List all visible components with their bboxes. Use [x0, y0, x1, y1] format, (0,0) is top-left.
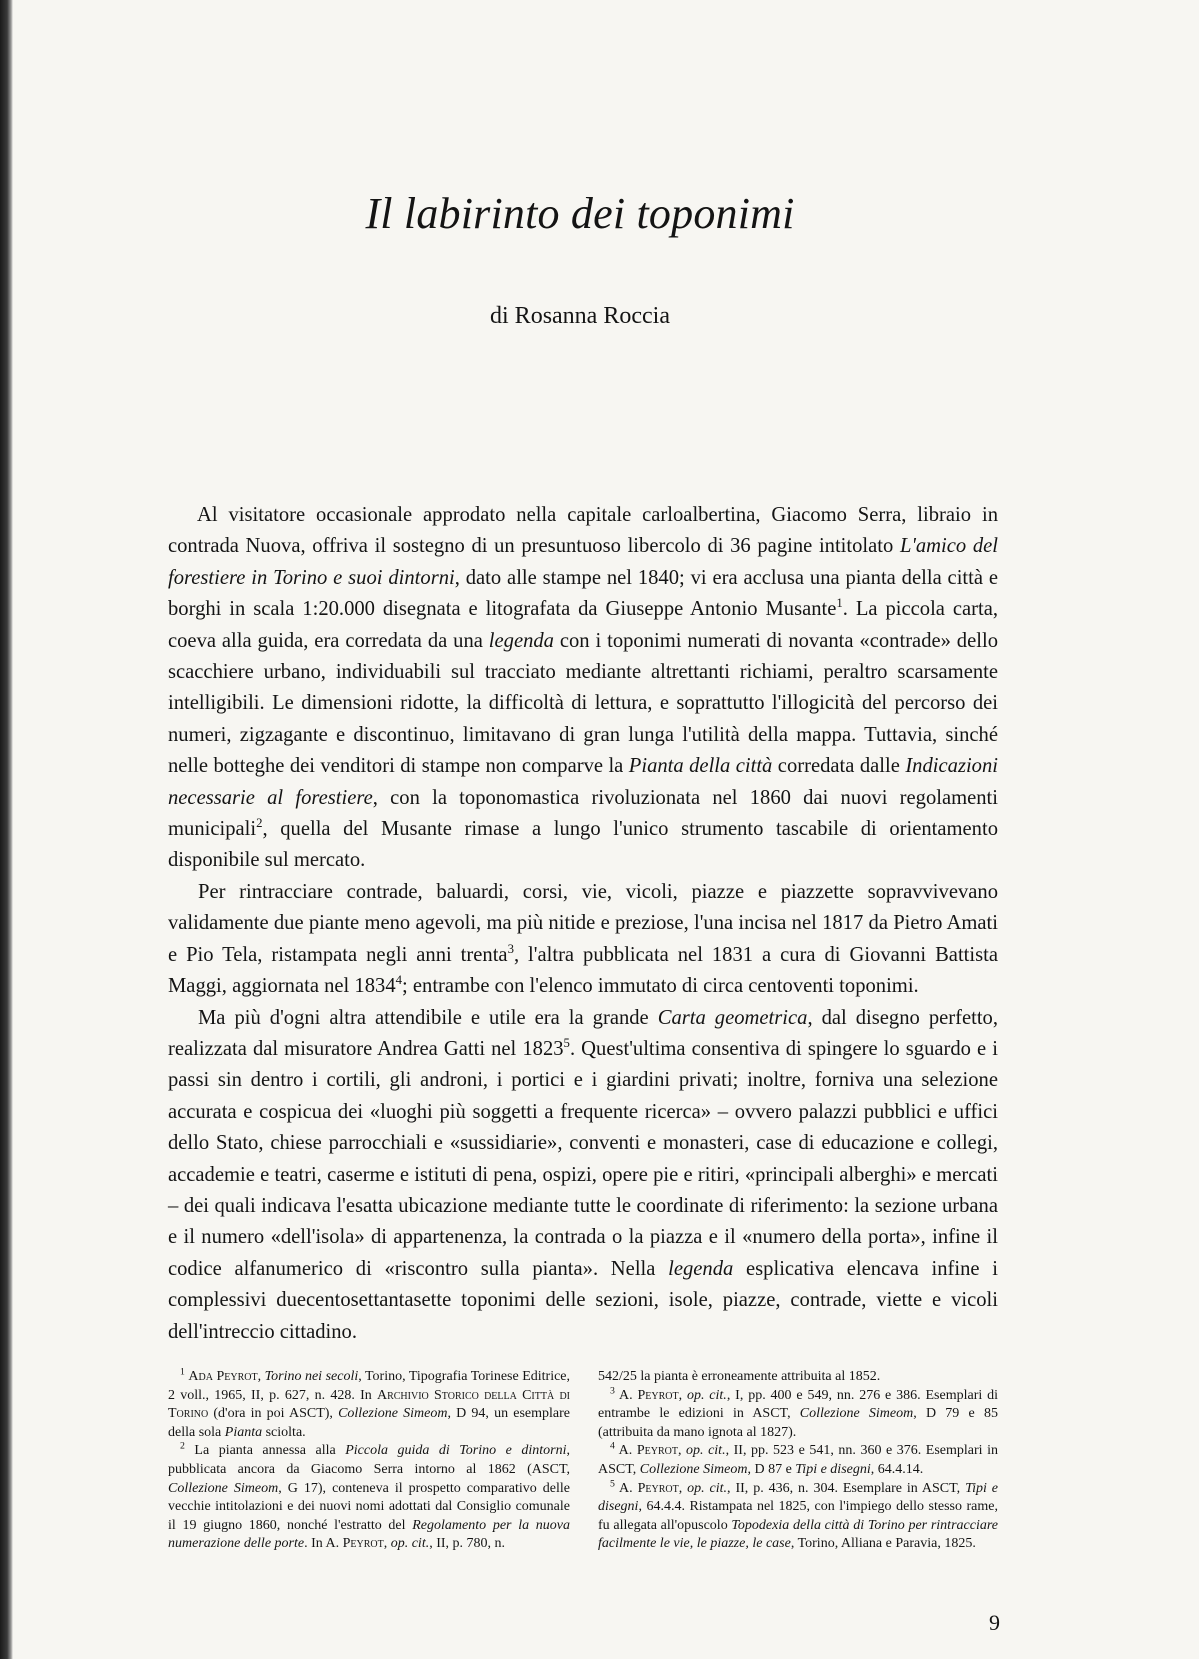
footnote-ref: 4 — [395, 973, 403, 988]
footnote-ref: 1 — [836, 596, 843, 611]
footnote: $^3$ A. Peyrot, op. cit., I, pp. 400 e 549, nn. 276 e 386. Esemplari di entrambe le edizioni in ASCT, Collezione Simeom, D 79 e 85 (attribuita da mano ignota al 1827). — [598, 1384, 998, 1440]
page-number: 9 — [989, 1610, 1000, 1635]
footnote: $^5$ A. Peyrot, op. cit., II, p. 436, n. 304. Esemplare in ASCT, Tipi e disegni, 64.4.4. Ristampata nel 1825, con l'impiego dello stesso rame, fu allegata all'opuscolo Topodexia della città di Torino per rintracciare facilmente le vie, le piazze, le case, Torino, Alliana e Paravia, 1825. — [598, 1477, 999, 1552]
footnote-ref: 2 — [256, 816, 263, 831]
body-paragraph: Al visitatore occasionale approdato nella capitale carloalbertina, Giacomo Serra, libraio in contrada Nuova, offriva il sostegno di un presuntuoso libercolo di 36 pagine intitolato L'amico del forestiere in Torino e suoi dintorni, dato alle stampe nel 1840; vi era acclusa una pianta della città e borghi in scala 1:20.000 disegnata e litografata da Giuseppe Antonio Musante$^1$. La piccola carta, coeva alla guida, era corredata da una legenda con i toponimi numerati di novanta «contrade» dello scacchiere urbano, individuabili sul tracciato mediante altrettanti richiami, peraltro scarsamente intelligibili. Le dimensioni ridotte, la difficoltà di lettura, e soprattutto l'illogicità del percorso dei numeri, zigzagante e discontinuo, limitavano di gran lunga l'utilità della mappa. Tuttavia, sinché nelle botteghe dei venditori di stampe non comparve la Pianta della città corredata dalle Indicazioni necessarie al forestiere, con la toponomastica rivoluzionata nel 1860 dai nuovi regolamenti municipali$^2$, quella del Musante rimase a lungo l'unico strumento tascabile di orientamento disponibile sul mercato. — [168, 504, 999, 872]
emphasis: Carta geometrica — [657, 1006, 808, 1029]
footnotes-left-column — [168, 1368, 570, 1554]
emphasis: legenda — [668, 1257, 734, 1280]
article-body — [168, 500, 998, 1348]
article-title: Il labirinto dei toponimi — [365, 189, 795, 238]
emphasis: Indicazioni necessarie al forestiere — [168, 755, 998, 809]
book-title: L'amico del forestiere in Torino e suoi dintorni — [168, 535, 998, 589]
footnote: $^4$ A. Peyrot, op. cit., II, pp. 523 e 541, nn. 360 e 376. Esemplari in ASCT, Collezione Simeom, D 87 e Tipi e disegni, 64.4.14. — [598, 1440, 999, 1477]
emphasis: Pianta della città — [628, 755, 773, 778]
footnote: $^1$ Ada Peyrot, Torino nei secoli, Torino, Tipografia Torinese Editrice, 2 voll., 1965, II, p. 627, n. 428. In Archivio Storico della Città di Torino (d'ora in poi ASCT), Collezione Simeom, D 94, un esemplare della sola Pianta sciolta. — [168, 1366, 571, 1440]
body-paragraph: Per rintracciare contrade, baluardi, corsi, vie, vicoli, piazze e piazzette sopravvivevano validamente due piante meno agevoli, ma più nitide e preziose, l'una incisa nel 1817 da Pietro Amati e Pio Tela, ristampata negli anni trenta$^3$, l'altra pubblicata nel 1831 a cura di Giovanni Battista Maggi, aggiornata nel 1834$^4$; entrambe con l'elenco immutato di circa centoventi toponimi. — [168, 880, 998, 998]
article-author: di Rosanna Roccia — [490, 303, 670, 329]
body-paragraph: Ma più d'ogni altra attendibile e utile era la grande Carta geometrica, dal disegno perfetto, realizzata dal misuratore Andrea Gatti nel 1823$^5$. Quest'ultima consentiva di spingere lo sguardo e i passi sin dentro i cortili, gli androni, i portici e i giardini privati; inoltre, forniva una selezione accurata e cospicua dei «luoghi più soggetti a frequente ricerca» – ovvero palazzi pubblici e uffici dello Stato, chiese parrocchiali e «sussidiarie», conventi e monasteri, case di educazione e collegi, accademie e teatri, caserme e istituti di pena, ospizi, opere pie e ritiri, «principali alberghi» e mercati – dei quali indicava l'esatta ubicazione mediante tutte le coordinate di riferimento: la sezione urbana e il numero «dell'isola» di appartenenza, la contrada o la piazza e il «numero della porta», infine il codice alfanumerico di «riscontro sulla pianta». Nella legenda esplicativa elencava infine i complessivi duecentosettantasette toponimi delle sezioni, isole, piazze, contrade, viette e vicoli dell'intreccio cittadino. — [168, 1006, 999, 1343]
footnotes-right-column — [598, 1368, 998, 1554]
footnote: $^2$ La pianta annessa alla Piccola guida di Torino e dintorni, pubblicata ancora da Giacomo Serra intorno al 1862 (ASCT, Collezione Simeom, G 17), conteneva il prospetto comparativo delle vecchie intitolazioni e dei nuovi nomi adottati dal Consiglio comunale il 19 giugno 1860, nonché l'estratto del Regolamento per la nuova numerazione delle porte. In A. Peyrot, op. cit., II, p. 780, n. — [168, 1440, 570, 1552]
footnote-ref: 5 — [563, 1036, 570, 1051]
footnote-ref: 3 — [507, 941, 514, 956]
emphasis: legenda — [488, 629, 554, 652]
footnote-continuation: 542/25 la pianta è erroneamente attribuita al 1852. — [598, 1369, 881, 1384]
